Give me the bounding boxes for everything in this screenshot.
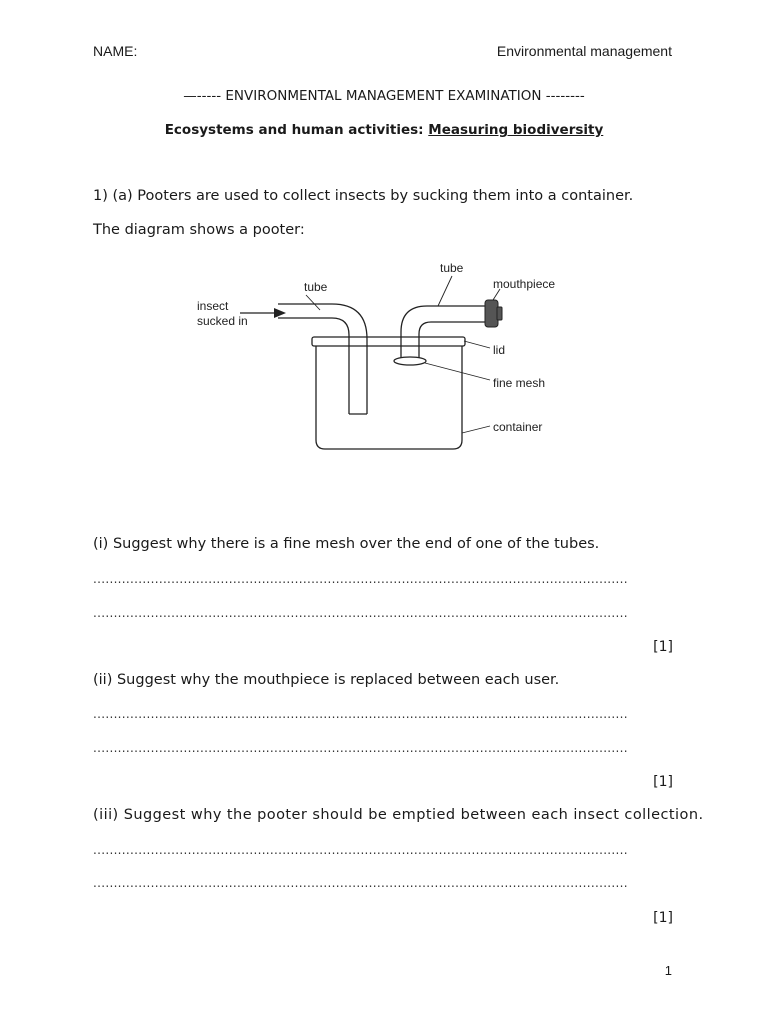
- left-tube: [278, 304, 367, 414]
- right-tube: [401, 306, 487, 360]
- question-part-iii: (iii) Suggest why the pooter should be emptied between each insect collection.: [93, 807, 704, 823]
- answer-line[interactable]: ..................................................................................................................................: [93, 707, 628, 721]
- label-sucked-in: sucked in: [197, 314, 248, 328]
- label-fine-mesh: fine mesh: [493, 376, 546, 390]
- section-topic: Measuring biodiversity: [428, 122, 604, 138]
- exam-title: —----- ENVIRONMENTAL MANAGEMENT EXAMINATION --------: [183, 88, 585, 104]
- label-mouthpiece: mouthpiece: [493, 277, 556, 291]
- diagram-caption: The diagram shows a pooter:: [93, 222, 305, 238]
- container-lid: [312, 337, 465, 346]
- section-prefix: Ecosystems and human activities:: [164, 122, 429, 138]
- mark-allocation: [1]: [653, 639, 673, 655]
- label-tube-right: tube: [440, 261, 464, 275]
- name-label: NAME:: [93, 43, 138, 59]
- mark-allocation: [1]: [653, 910, 673, 926]
- answer-line[interactable]: ..................................................................................................................................: [93, 741, 628, 755]
- answer-line[interactable]: ..................................................................................................................................: [93, 843, 628, 857]
- page-number: 1: [664, 963, 672, 978]
- question-intro: 1) (a) Pooters are used to collect insects by sucking them into a container.: [93, 188, 634, 204]
- question-part-i: (i) Suggest why there is a fine mesh over the end of one of the tubes.: [93, 536, 600, 552]
- container-body: [316, 346, 462, 449]
- label-tube-left: tube: [304, 280, 328, 294]
- subject-header: Environmental management: [496, 43, 672, 59]
- answer-line[interactable]: ..................................................................................................................................: [93, 606, 628, 620]
- mouthpiece: [485, 300, 498, 327]
- mark-allocation: [1]: [653, 774, 673, 790]
- answer-line[interactable]: ..................................................................................................................................: [93, 876, 628, 890]
- label-lid: lid: [493, 343, 506, 357]
- answer-line[interactable]: ..................................................................................................................................: [93, 572, 628, 586]
- label-container: container: [493, 420, 543, 434]
- fine-mesh: [394, 357, 426, 365]
- label-insect: insect: [197, 299, 229, 313]
- question-part-ii: (ii) Suggest why the mouthpiece is replaced between each user.: [93, 672, 560, 688]
